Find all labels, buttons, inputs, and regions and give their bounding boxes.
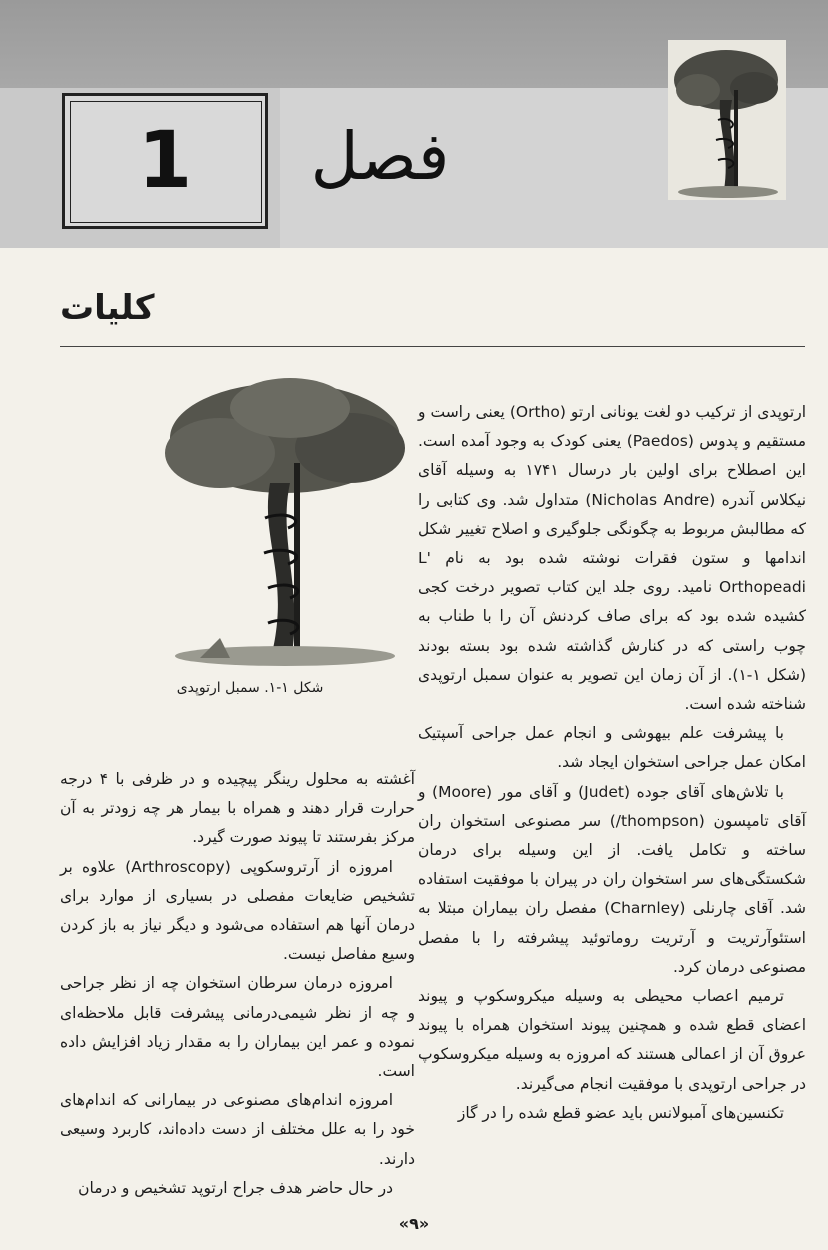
left-text-column: [60, 765, 415, 1203]
paragraph: با پیشرفت علم بیهوشی و انجام عمل جراحی آسپتیک امکان عمل جراحی استخوان ایجاد شد.: [418, 724, 806, 772]
right-text-column: [418, 398, 806, 1128]
paragraph: در حال حاضر هدف جراح ارتوپد تشخیص و درمان: [78, 1178, 393, 1197]
tree-symbol-icon: [160, 368, 410, 668]
section-divider: [60, 346, 805, 347]
chapter-word: فصل: [310, 118, 450, 195]
page-number: «۹»: [398, 1214, 430, 1233]
section-title: کلیات: [60, 288, 155, 328]
figure-caption: شکل ۱-۱. سمبل ارتوپدی: [176, 680, 324, 696]
chapter-number: 1: [137, 116, 193, 206]
header-tree-illustration: [668, 40, 786, 200]
chapter-box-inner-frame: [70, 101, 262, 223]
orthopedic-symbol-figure: [160, 368, 410, 668]
paragraph: امروزه درمان سرطان استخوان چه از نظر جراحی و چه از نظر شیمی‌درمانی پیشرفت قابل ملاحظه‌ای نموده و عمر این بیماران را به مقدار زیاد افزایش داده است.: [60, 974, 415, 1081]
tree-icon: [668, 40, 786, 200]
paragraph: با تلاش‌های آقای جوده (Judet) و آقای مور (Moore) و آقای تامپسون (thompson/) سر مصنوعی استخوان ران ساخته و تکامل یافت. از این وسیله برای درمان شکستگی‌های سر استخوان ران در پیران با موفقیت استفاده شد. آقای چارنلی (Charnley) مفصل ران بیماران مبتلا به استئوآرتریت و آرتریت روماتوئید پیشرفته را با مفصل مصنوعی درمان کرد.: [418, 782, 807, 976]
paragraph: امروزه اندام‌های مصنوعی در بیمارانی که اندام‌های خود را به علل مختلف از دست داده‌اند، کاربرد وسیعی دارند.: [60, 1091, 415, 1168]
paragraph: تکنسین‌های آمبولانس باید عضو قطع شده را در گاز: [457, 1103, 784, 1122]
paragraph: ترمیم اعصاب محیطی به وسیله میکروسکوپ و پیوند اعضای قطع شده و همچنین پیوند استخوان همراه با پیوند عروق آن از اعمالی هستند که امروزه به وسیله میکروسکوپ در جراحی ارتوپدی با موفقیت انجام می‌گیرند.: [418, 987, 806, 1093]
paragraph: ارتوپدی از ترکیب دو لغت یونانی ارتو (Ortho) یعنی راست و مستقیم و پدوس (Paedos) یعنی کودک به وجود آمده است. این اصطلاح برای اولین بار درسال ۱۷۴۱ به وسیله آقای نیکلاس آندره (Nicholas Andre) متداول شد. وی کتابی را که مطالبش مربوط به چگونگی جلوگیری و اصلاح تغییر شکل اندامها و ستون فقرات نوشته شده بود به نام L' Orthopeadi نامید. روی جلد این کتاب تصویر درخت کجی کشیده شده بود که برای صاف کردنش آن را با طناب به چوب راستی که در کنارش گذاشته شده بود بسته بودند (شکل ۱-۱). از آن زمان این تصویر به عنوان سمبل ارتوپدی شناخته شده است.: [418, 403, 807, 714]
paragraph: آغشته به محلول رینگر پیچیده و در ظرفی با ۴ درجه حرارت قرار دهند و همراه با بیمار هر چه زودتر به آن مرکز بفرستند تا پیوند صورت گیرد.: [60, 770, 415, 847]
paragraph: امروزه از آرتروسکوپی (Arthroscopy) علاوه بر تشخیص ضایعات مفصلی در بسیاری از موارد برای درمان آنها هم استفاده می‌شود و دیگر نیاز به باز کردن وسیع مفاصل نیست.: [60, 857, 415, 964]
